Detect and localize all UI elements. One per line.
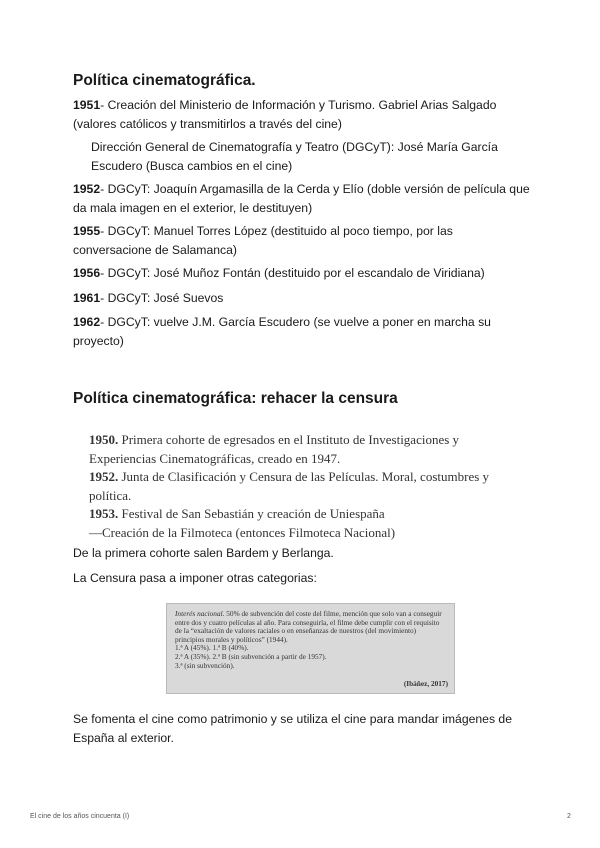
paragraph-censura: La Censura pasa a imponer otras categorias: — [73, 571, 317, 585]
entry-year: 1951 — [73, 98, 101, 112]
entry-1955 — [73, 222, 493, 260]
scan-text: Primera cohorte de egresados en el Instituto de Investigaciones y Experiencias Cinematográficas, creado en 1947. — [89, 432, 460, 466]
scan-year: 1950. — [89, 432, 119, 447]
scan-line — [89, 505, 524, 524]
entry-text: - DGCyT: José Muñoz Fontán (destituido por el escandalo de Viridiana) — [100, 266, 485, 280]
scan-line: 2.ª A (35%). 2.ª B (sin subvención a partir de 1957). — [175, 651, 327, 661]
paragraph-cohorte: De la primera cohorte salen Bardem y Berlanga. — [73, 546, 334, 560]
paragraph-patrimonio: Se fomenta el cine como patrimonio y se utiliza el cine para mandar imágenes de España al exterior. — [73, 712, 512, 745]
scan-text: Festival de San Sebastián y creación de Uniespaña — [118, 506, 385, 521]
scanned-excerpt-categories — [166, 603, 455, 694]
entry-text: - DGCyT: vuelve J.M. García Escudero (se vuelve a poner en marcha su proyecto) — [73, 315, 491, 348]
scan-line: 3.ª (sin subvención). — [175, 660, 235, 670]
entry-dgcyt — [91, 138, 511, 176]
entry-year: 1952 — [73, 182, 101, 196]
footer-title: El cine de los años cincuenta (I) — [30, 813, 130, 820]
entry-year: 1961 — [73, 291, 101, 305]
scan-text: 50% de subvención del coste del filme, mención que solo van a conseguir entre dos y cuatro películas al año. Para conseguirla, el filme debe cumplir con el requisito de la “exaltación de valores raciales o en enseñanzas de nuestros (del movimiento) principios morales y políticos” (1944). — [175, 609, 442, 644]
entry-1961 — [73, 289, 533, 308]
scan-body — [175, 610, 446, 644]
scan-citation: (Ibáñez, 2017) — [403, 679, 448, 689]
scan-line — [89, 431, 524, 468]
scan-line: 1.ª A (45%). 1.ª B (40%). — [175, 643, 249, 653]
section-heading-2: Política cinematográfica: rehacer la censura — [73, 390, 398, 407]
scan-line — [89, 524, 524, 543]
entry-year: 1962 — [73, 315, 101, 329]
scan-year: 1952. — [89, 469, 119, 484]
entry-year: 1955 — [73, 224, 101, 238]
scan-line — [89, 468, 524, 505]
entry-1952 — [73, 180, 533, 218]
scan-year: 1953. — [89, 506, 119, 521]
entry-1951 — [73, 96, 533, 134]
section-heading-1: Política cinematográfica. — [73, 72, 256, 89]
entry-text: - DGCyT: Joaquín Argamasilla de la Cerda y Elío (doble versión de película que da mala imagen en el exterior, le destituyen) — [73, 182, 530, 215]
page-number: 2 — [567, 813, 571, 820]
entry-text: - Creación del Ministerio de Información y Turismo. Gabriel Arias Salgado (valores católicos y transmitirlos a través del cine) — [73, 98, 497, 131]
scan-label: Interés nacional. — [175, 609, 225, 618]
scanned-excerpt-chronology — [89, 431, 524, 542]
entry-text: - DGCyT: José Suevos — [100, 291, 224, 305]
scan-text: —Creación de la Filmoteca (entonces Filmoteca Nacional) — [89, 524, 396, 540]
entry-year: 1956 — [73, 266, 101, 280]
entry-text: - DGCyT: Manuel Torres López (destituido al poco tiempo, por las conversacione de Salamanca) — [73, 224, 453, 257]
entry-1956 — [73, 264, 543, 283]
scan-text: Junta de Clasificación y Censura de las Películas. Moral, costumbres y política. — [89, 469, 490, 503]
entry-text: Dirección General de Cinematografía y Teatro (DGCyT): José María García Escudero (Busca cambios en el cine) — [91, 140, 498, 173]
entry-1962 — [73, 313, 513, 351]
